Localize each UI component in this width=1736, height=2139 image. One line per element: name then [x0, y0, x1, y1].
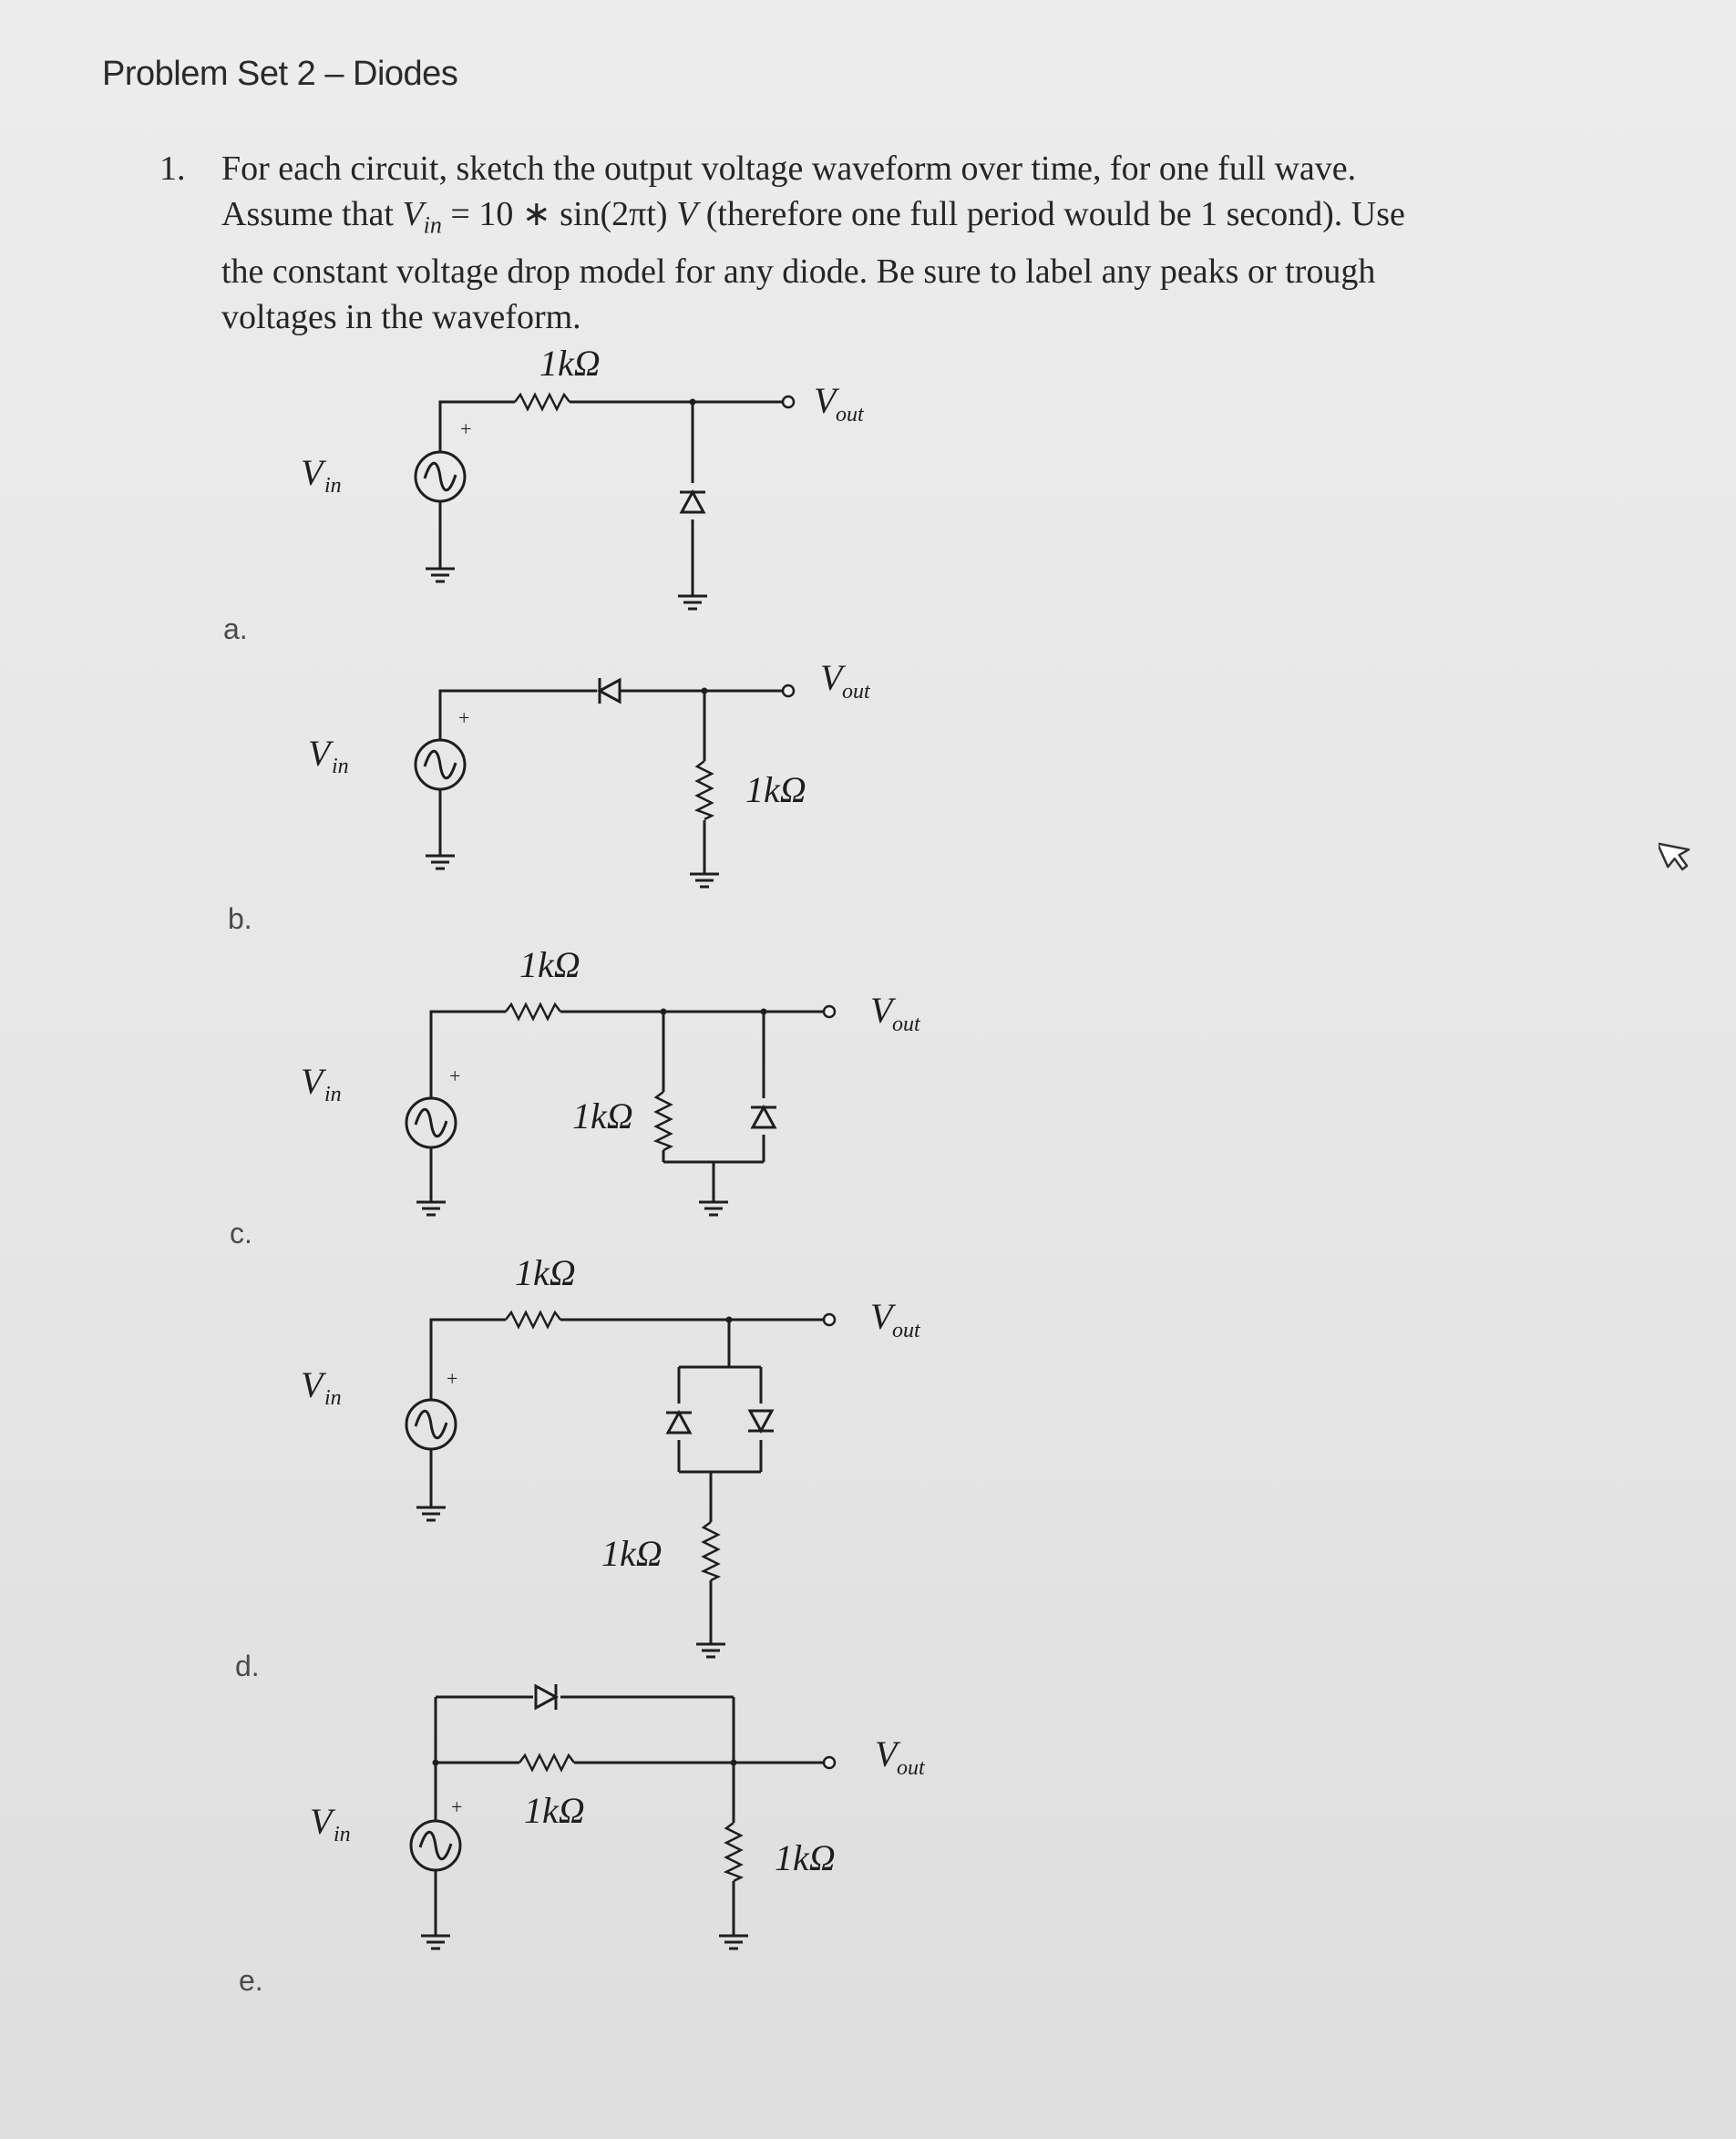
vout-label: V — [820, 657, 843, 698]
part-label-a: a. — [223, 612, 248, 645]
resistor-label: 1kΩ — [601, 1533, 663, 1574]
output-terminal — [824, 1757, 835, 1768]
vin-subscript: in — [324, 474, 342, 498]
vin-subscript: in — [334, 1823, 351, 1846]
ac-source-icon — [406, 1400, 456, 1449]
vin-label: V — [308, 733, 331, 774]
ground-icon — [426, 843, 455, 869]
plus-marker: + — [447, 1367, 458, 1390]
vin-symbol: V — [402, 195, 424, 233]
plus-marker: + — [458, 706, 470, 729]
plus-marker: + — [460, 417, 472, 440]
ground-icon — [696, 1631, 725, 1657]
resistor-icon — [656, 1092, 671, 1150]
problem-line-2-start: Assume that — [221, 195, 403, 233]
part-label-e: e. — [239, 1964, 263, 1997]
diode-icon — [748, 1411, 774, 1431]
page-title: Problem Set 2 – Diodes — [102, 55, 458, 93]
resistor-label: 1kΩ — [745, 769, 806, 810]
vout-subscript: out — [836, 403, 864, 427]
ac-source-icon — [411, 1821, 460, 1870]
output-terminal — [783, 685, 794, 696]
output-terminal — [824, 1006, 835, 1017]
resistor-icon — [506, 1004, 560, 1019]
resistor-label: 1kΩ — [775, 1837, 836, 1878]
vout-label: V — [814, 380, 837, 421]
resistor-icon — [515, 395, 570, 409]
vin-subscript: in — [324, 1083, 342, 1106]
resistor-label: 1kΩ — [515, 1252, 576, 1293]
circuit-b — [308, 657, 871, 887]
problem-line-2-end: (therefore one full period would be 1 second). Use — [697, 195, 1405, 233]
resistor-icon — [704, 1522, 718, 1580]
ground-icon — [678, 583, 707, 609]
vin-subscript: in — [324, 1386, 342, 1410]
vin-label: V — [301, 1061, 324, 1102]
diode-icon — [751, 1107, 776, 1127]
vin-subscript: in — [423, 211, 442, 239]
vin-label: V — [301, 452, 324, 493]
ground-icon — [690, 861, 719, 887]
vin-label: V — [301, 1364, 324, 1405]
part-label-b: b. — [228, 902, 252, 935]
problem-number: 1. — [159, 149, 186, 188]
vin-label: V — [310, 1801, 333, 1842]
ac-source-icon — [416, 740, 465, 789]
ground-icon — [426, 556, 455, 581]
resistor-icon — [519, 1755, 574, 1770]
vout-subscript: out — [892, 1013, 920, 1036]
resistor-label: 1kΩ — [539, 343, 601, 384]
vout-label: V — [870, 990, 893, 1031]
ground-icon — [416, 1495, 446, 1520]
resistor-icon — [506, 1312, 560, 1327]
resistor-label: 1kΩ — [572, 1095, 633, 1136]
part-label-d: d. — [235, 1650, 260, 1682]
ground-icon — [416, 1189, 446, 1215]
ac-source-icon — [416, 452, 465, 501]
resistor-label: 1kΩ — [524, 1790, 585, 1831]
circuit-d — [301, 1252, 921, 1657]
diode-icon — [666, 1413, 692, 1433]
output-terminal — [824, 1314, 835, 1325]
resistor-icon — [697, 761, 712, 819]
circuit-a — [301, 343, 865, 609]
mouse-cursor-icon — [1659, 834, 1695, 874]
ground-icon — [699, 1189, 728, 1215]
vin-subscript: in — [332, 755, 349, 778]
circuit-e — [310, 1684, 926, 1949]
resistor-icon — [726, 1823, 741, 1881]
diode-icon — [600, 678, 620, 704]
ground-icon — [719, 1923, 748, 1949]
problem-line-4: voltages in the waveform. — [221, 297, 581, 336]
plus-marker: + — [451, 1795, 463, 1818]
vout-subscript: out — [892, 1319, 920, 1342]
problem-line-3: the constant voltage drop model for any diode. Be sure to label any peaks or trough — [221, 252, 1376, 291]
vout-subscript: out — [897, 1756, 925, 1780]
output-terminal — [783, 396, 794, 407]
plus-marker: + — [449, 1064, 461, 1087]
resistor-label: 1kΩ — [519, 944, 580, 985]
circuit-c — [301, 944, 921, 1215]
volt-unit: V — [676, 195, 698, 233]
vout-label: V — [870, 1296, 893, 1337]
problem-line-2-equation: = 10 ∗ sin(2πt) — [441, 195, 677, 233]
problem-line-1: For each circuit, sketch the output voltage waveform over time, for one full wave. — [221, 149, 1357, 188]
ac-source-icon — [406, 1098, 456, 1147]
diode-icon — [680, 492, 705, 512]
vout-label: V — [875, 1733, 898, 1774]
vout-subscript: out — [842, 680, 870, 704]
part-label-c: c. — [230, 1217, 252, 1249]
ground-icon — [421, 1923, 450, 1949]
